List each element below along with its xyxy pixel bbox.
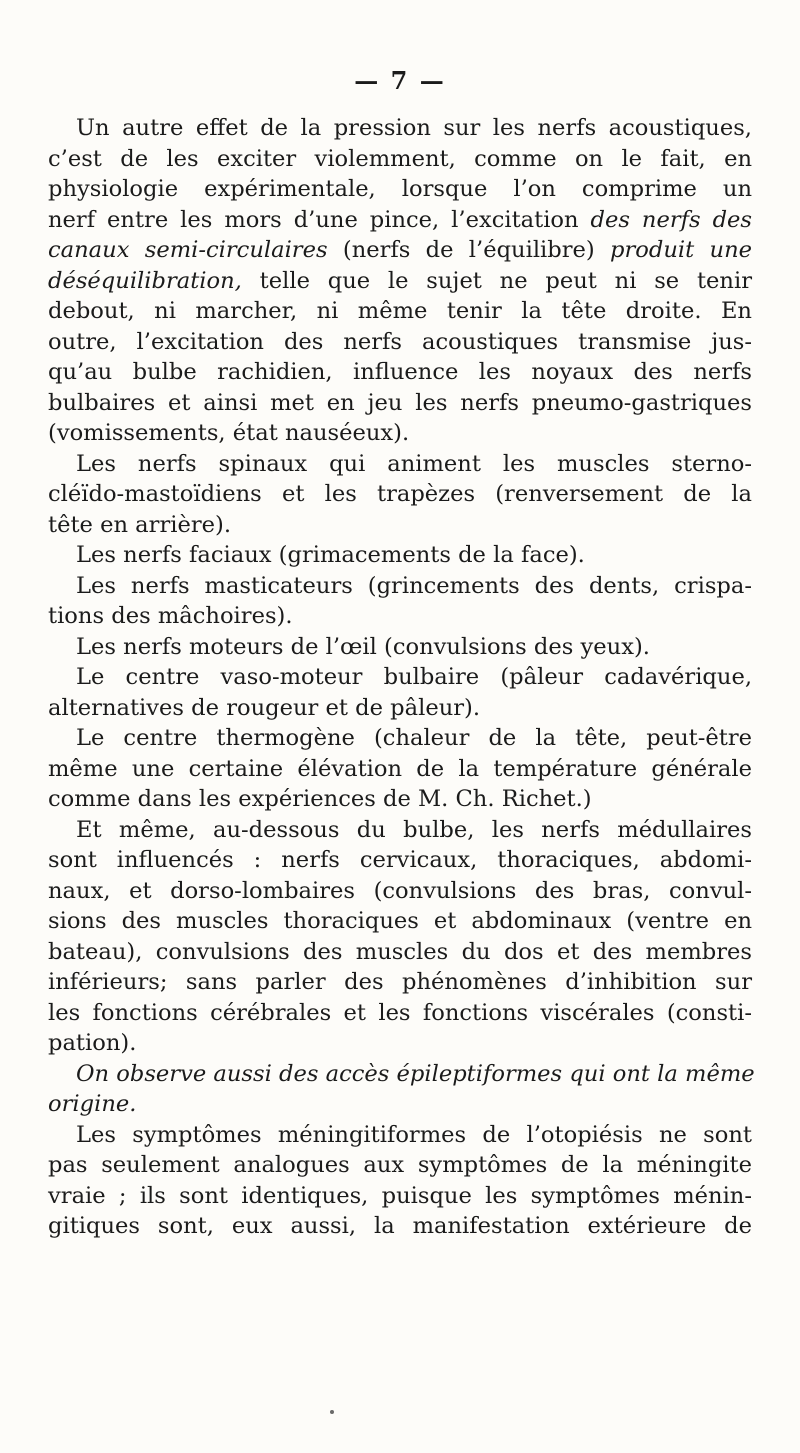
text-line [48,876,752,907]
text-segment: comme dans les expériences de M. Ch. Richet.) [48,786,592,812]
text-line [48,937,752,968]
text-line [48,266,752,297]
text-segment: tête en arrière). [48,511,232,538]
paper-speck [330,1410,334,1414]
text-line [48,815,752,846]
italic-text: canaux semi-circulaires [48,237,328,263]
page-number: — 7 — [354,66,446,95]
text-line [48,388,752,419]
body-text [48,113,755,1242]
text-segment: Le centre thermogène (chaleur de la tête, peut-être [76,725,752,751]
text-segment: Les symptômes méningitiformes de l’otopiésis ne sont [76,1121,752,1148]
text-segment: qu’au bulbe rachidien, influence les noyaux des nerfs [48,359,752,385]
text-segment: naux, et dorso-lombaires (convulsions des bras, convul- [48,877,752,904]
text-segment: bulbaires et ainsi met en jeu les nerfs pneumo-gastriques [48,389,752,416]
text-line [48,327,752,358]
text-segment: Les nerfs masticateurs (grincements des dents, crispa- [76,572,752,599]
text-segment: c’est de les exciter violemment, comme on le fait, en [48,145,752,172]
italic-text: produit une [610,237,753,263]
text-segment: outre, l’excitation des nerfs acoustiques transmise jus- [48,328,752,355]
text-line [48,998,752,1029]
text-segment: bateau), convulsions des muscles du dos et des membres [48,938,752,965]
text-line [48,723,752,754]
text-segment: (vomissements, état nauséeux). [48,420,410,446]
text-line [48,418,752,449]
text-segment: Les nerfs moteurs de l’œil (convulsions des yeux). [76,633,650,660]
text-segment: vraie ; ils sont identiques, puisque les symptômes ménin- [48,1182,752,1209]
text-segment: cléïdo-mastoïdiens et les trapèzes (renversement de la [48,481,752,507]
text-segment: Et même, au-dessous du bulbe, les nerfs médullaires [76,816,752,843]
text-line [48,967,752,998]
italic-text: déséquilibration, [48,267,242,294]
text-line [48,1059,755,1090]
italic-text: des nerfs des [590,206,752,233]
text-line [48,571,752,602]
text-line [48,693,752,724]
text-line [48,205,752,236]
text-segment: Un autre effet de la pression sur les nerfs acoustiques, [76,115,752,141]
text-segment: pation). [48,1030,137,1056]
text-segment: même une certaine élévation de la température générale [48,755,752,782]
text-segment: Les nerfs spinaux qui animent les muscles sterno- [76,450,752,477]
text-line [48,754,752,785]
text-segment: Le centre vaso-moteur bulbaire (pâleur cadavérique, [76,664,752,690]
text-line [48,235,752,266]
text-line [48,540,752,571]
text-segment: gitiques sont, eux aussi, la manifestation extérieure de [48,1213,752,1239]
italic-text: On observe aussi des accès épileptiformes qui ont la même [76,1060,755,1087]
text-segment: (nerfs de l’équilibre) [327,237,611,263]
text-line [48,357,752,388]
text-segment: pas seulement analogues aux symptômes de la méningite [48,1152,752,1178]
text-line [48,296,752,327]
text-line [48,1089,752,1120]
text-segment: tions des mâchoires). [48,603,293,629]
text-line [48,784,752,815]
text-segment: sont influencés : nerfs cervicaux, thoraciques, abdomi- [48,847,752,873]
text-line [48,906,752,937]
text-line [48,662,752,693]
text-line [48,113,752,144]
text-segment: les fonctions cérébrales et les fonctions viscérales (consti- [48,999,752,1026]
text-segment: nerf entre les mors d’une pince, l’excitation [48,206,591,233]
text-line [48,144,752,175]
italic-text: origine. [48,1091,137,1117]
text-line [48,449,752,480]
text-segment: inférieurs; sans parler des phénomènes d’inhibition sur [48,969,752,995]
text-line [48,174,752,205]
text-segment: debout, ni marcher, ni même tenir la tête droite. En [48,298,752,324]
text-segment: sions des muscles thoraciques et abdominaux (ventre en [48,908,752,934]
text-segment: telle que le sujet ne peut ni se tenir [241,267,752,294]
text-line [48,1028,752,1059]
text-line [48,1120,752,1151]
text-line [48,510,752,541]
text-segment: physiologie expérimentale, lorsque l’on comprime un [48,176,752,202]
text-line [48,1211,752,1242]
text-line [48,479,752,510]
text-segment: alternatives de rougeur et de pâleur). [48,694,481,721]
text-line [48,601,752,632]
text-line [48,1150,752,1181]
text-line [48,1181,752,1212]
text-line [48,845,752,876]
text-segment: Les nerfs faciaux (grimacements de la face). [76,542,585,568]
text-line [48,632,752,663]
